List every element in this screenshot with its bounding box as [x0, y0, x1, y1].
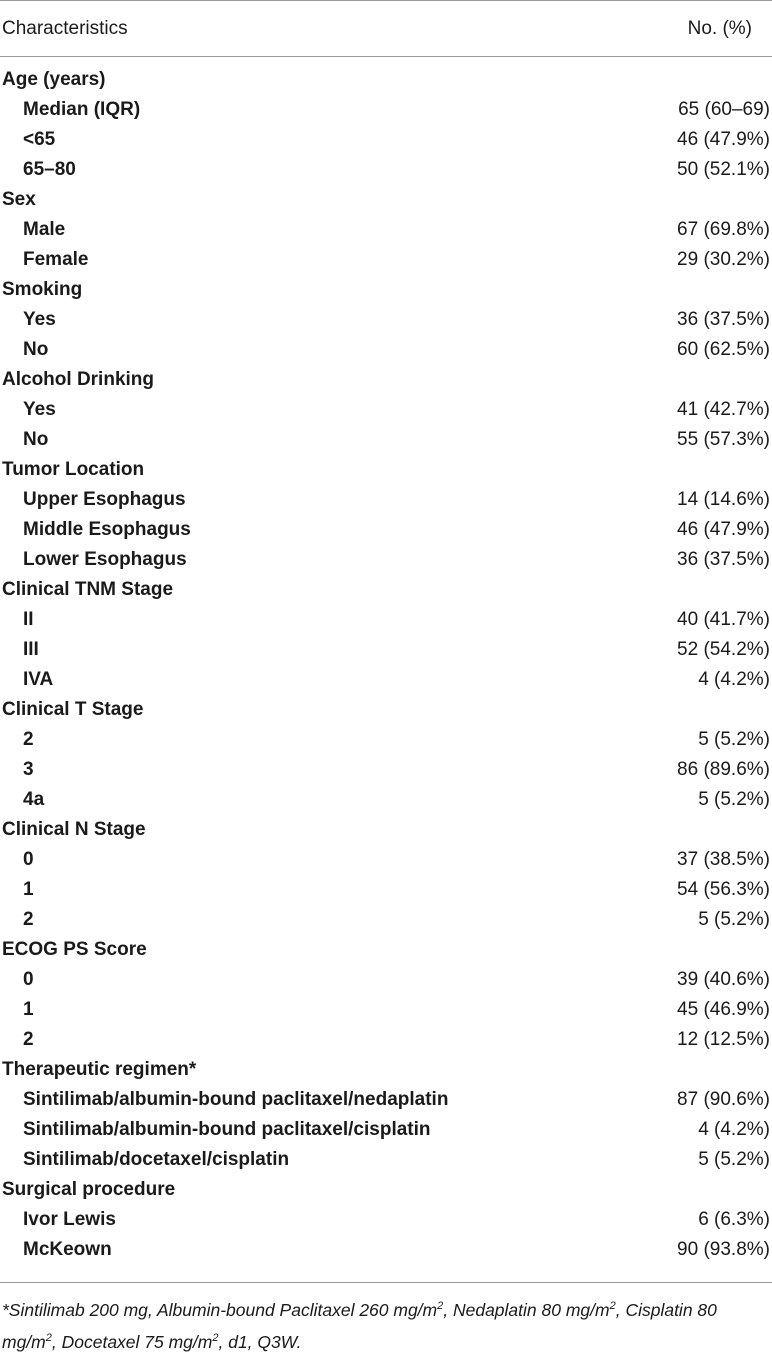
- category-label: Surgical procedure: [2, 1179, 176, 1200]
- table-row: [0, 845, 772, 875]
- category-row: [0, 275, 772, 305]
- row-label: Middle Esophagus: [23, 519, 191, 540]
- row-label: 65–80: [23, 159, 76, 180]
- category-row: [0, 365, 772, 395]
- category-label: Clinical T Stage: [2, 699, 144, 720]
- footnote-part: , Docetaxel 75 mg/m: [51, 1331, 213, 1352]
- row-label: IVA: [23, 669, 54, 690]
- row-label: Sintilimab/albumin-bound paclitaxel/nedaplatin: [23, 1089, 449, 1110]
- row-value: 45 (46.9%): [677, 999, 770, 1020]
- table-row: [0, 785, 772, 815]
- row-label: 0: [23, 849, 34, 870]
- category-row: [0, 935, 772, 965]
- row-value: 90 (93.8%): [677, 1239, 770, 1260]
- row-value: 14 (14.6%): [677, 489, 770, 510]
- row-value: 6 (6.3%): [698, 1209, 770, 1230]
- table-row: [0, 1205, 772, 1235]
- row-label: 1: [23, 999, 34, 1020]
- table-row: [0, 515, 772, 545]
- row-label: Sintilimab/docetaxel/cisplatin: [23, 1149, 290, 1170]
- row-label: Yes: [23, 399, 56, 420]
- row-label: 4a: [23, 789, 45, 810]
- row-label: 1: [23, 879, 34, 900]
- table-row: [0, 1235, 772, 1265]
- row-label: 2: [23, 1029, 34, 1050]
- row-label: Yes: [23, 309, 56, 330]
- row-label: No: [23, 429, 49, 450]
- category-row: [0, 1175, 772, 1205]
- header-rule: [0, 56, 772, 57]
- row-label: Upper Esophagus: [23, 489, 186, 510]
- category-row: [0, 455, 772, 485]
- row-label: Female: [23, 249, 89, 270]
- category-label: ECOG PS Score: [2, 939, 147, 960]
- table-row: [0, 335, 772, 365]
- footnote-superscript: 2: [609, 1300, 616, 1312]
- table-row: [0, 665, 772, 695]
- table-row: [0, 305, 772, 335]
- category-row: [0, 185, 772, 215]
- category-label: Therapeutic regimen*: [2, 1059, 197, 1080]
- row-value: 41 (42.7%): [677, 399, 770, 420]
- row-value: 55 (57.3%): [677, 429, 770, 450]
- category-label: Tumor Location: [2, 459, 145, 480]
- table-row: [0, 95, 772, 125]
- category-label: Smoking: [2, 279, 83, 300]
- row-label: Male: [23, 219, 66, 240]
- row-label: 2: [23, 909, 34, 930]
- row-label: No: [23, 339, 49, 360]
- row-label: McKeown: [23, 1239, 112, 1260]
- table-row: [0, 605, 772, 635]
- category-row: [0, 65, 772, 95]
- row-label: 0: [23, 969, 34, 990]
- row-value: 36 (37.5%): [677, 549, 770, 570]
- row-value: 40 (41.7%): [677, 609, 770, 630]
- row-value: 87 (90.6%): [677, 1089, 770, 1110]
- row-value: 52 (54.2%): [677, 639, 770, 660]
- table-row: [0, 1085, 772, 1115]
- table-row: [0, 995, 772, 1025]
- table-row: [0, 1025, 772, 1055]
- table-footnote: [2, 1292, 770, 1356]
- row-value: 86 (89.6%): [677, 759, 770, 780]
- table-row: [0, 485, 772, 515]
- table-row: [0, 545, 772, 575]
- table-row: [0, 215, 772, 245]
- category-label: Sex: [2, 189, 36, 210]
- category-label: Age (years): [2, 69, 106, 90]
- category-row: [0, 575, 772, 605]
- row-value: 50 (52.1%): [677, 159, 770, 180]
- row-value: 5 (5.2%): [698, 1149, 770, 1170]
- row-label: 3: [23, 759, 34, 780]
- row-label: <65: [23, 129, 56, 150]
- row-value: 12 (12.5%): [677, 1029, 770, 1050]
- table-row: [0, 155, 772, 185]
- category-label: Clinical N Stage: [2, 819, 146, 840]
- table-row: [0, 1145, 772, 1175]
- table-row: [0, 395, 772, 425]
- row-value: 54 (56.3%): [677, 879, 770, 900]
- table-row: [0, 905, 772, 935]
- header-characteristics: Characteristics: [2, 18, 128, 39]
- table-body: [0, 65, 772, 1265]
- row-value: 46 (47.9%): [677, 519, 770, 540]
- category-row: [0, 815, 772, 845]
- row-label: II: [23, 609, 34, 630]
- footnote-part: , Cisplatin 80 mg/m: [2, 1299, 717, 1352]
- footnote-superscript: 2: [212, 1331, 219, 1344]
- row-label: III: [23, 639, 39, 660]
- footnote-part: , d1, Q3W.: [218, 1331, 302, 1352]
- table-row: [0, 725, 772, 755]
- table-row: [0, 875, 772, 905]
- row-value: 4 (4.2%): [698, 1119, 770, 1140]
- category-row: [0, 695, 772, 725]
- category-row: [0, 1055, 772, 1085]
- footnote-part: , Nedaplatin 80 mg/m: [443, 1299, 610, 1320]
- row-value: 5 (5.2%): [698, 729, 770, 750]
- footnote-superscript: 2: [437, 1300, 444, 1312]
- row-value: 37 (38.5%): [677, 849, 770, 870]
- footnote-part: *Sintilimab 200 mg, Albumin-bound Paclitaxel 260 mg/m: [2, 1299, 438, 1320]
- table-row: [0, 755, 772, 785]
- row-value: 67 (69.8%): [677, 219, 770, 240]
- row-value: 5 (5.2%): [698, 909, 770, 930]
- row-value: 65 (60–69): [678, 99, 770, 120]
- footnote-superscript: 2: [45, 1331, 52, 1344]
- row-value: 46 (47.9%): [677, 129, 770, 150]
- table-row: [0, 245, 772, 275]
- row-value: 4 (4.2%): [698, 669, 770, 690]
- table-row: [0, 965, 772, 995]
- row-label: Lower Esophagus: [23, 549, 187, 570]
- row-value: 36 (37.5%): [677, 309, 770, 330]
- row-label: Sintilimab/albumin-bound paclitaxel/cisplatin: [23, 1119, 431, 1140]
- category-label: Alcohol Drinking: [2, 369, 154, 390]
- bottom-rule: [0, 1282, 772, 1283]
- row-label: Ivor Lewis: [23, 1209, 116, 1230]
- header-count-percent: No. (%): [687, 18, 752, 39]
- row-value: 29 (30.2%): [677, 249, 770, 270]
- table-row: [0, 1115, 772, 1145]
- row-value: 39 (40.6%): [677, 969, 770, 990]
- table-row: [0, 635, 772, 665]
- category-label: Clinical TNM Stage: [2, 579, 174, 600]
- table-row: [0, 125, 772, 155]
- row-value: 5 (5.2%): [698, 789, 770, 810]
- row-label: Median (IQR): [23, 99, 141, 120]
- row-label: 2: [23, 729, 34, 750]
- table-header: [0, 0, 772, 56]
- table-row: [0, 425, 772, 455]
- row-value: 60 (62.5%): [677, 339, 770, 360]
